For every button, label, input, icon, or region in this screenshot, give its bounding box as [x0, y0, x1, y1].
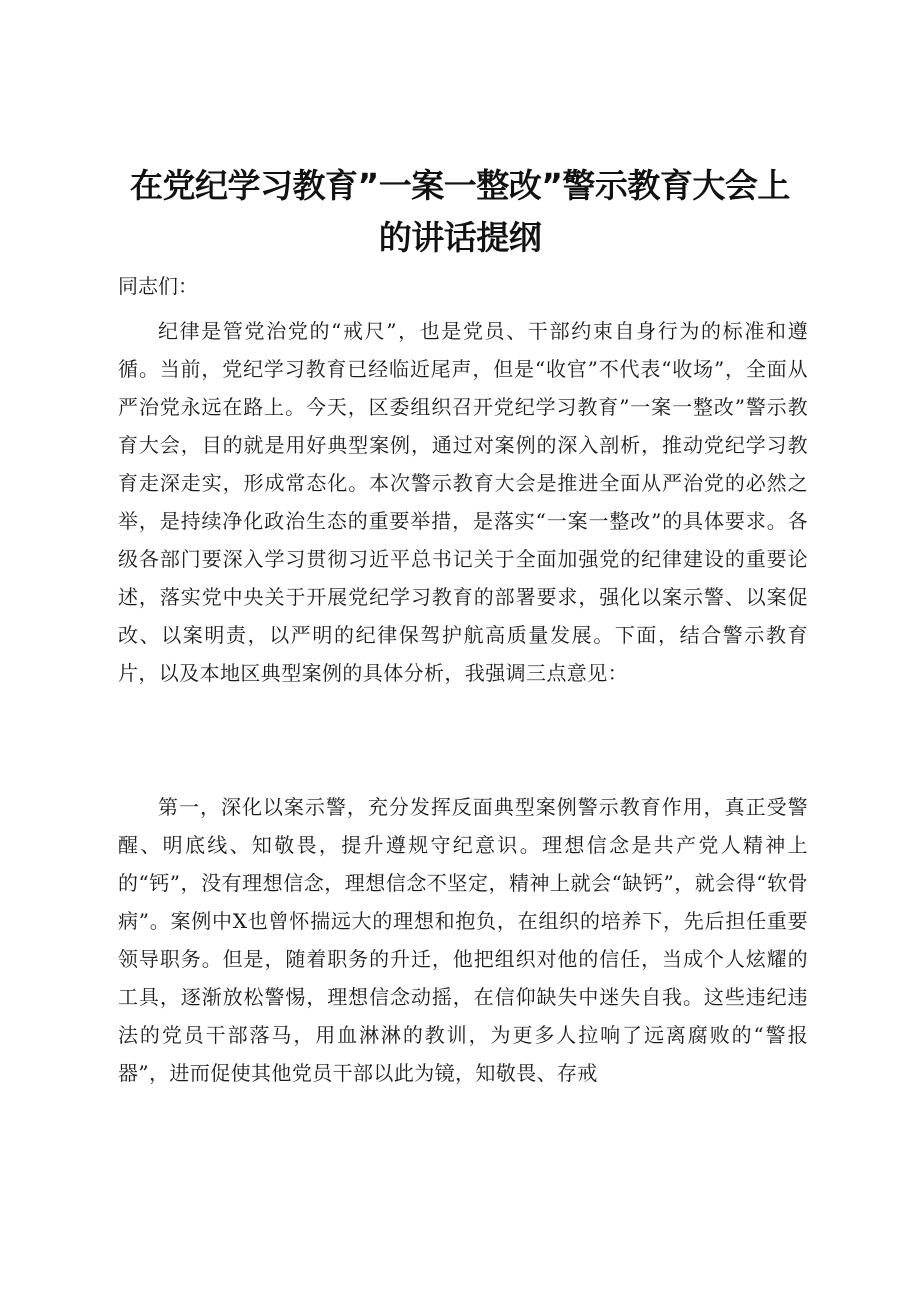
salutation: 同志们：: [118, 274, 198, 298]
paragraph-2: 第一，深化以案示警，充分发挥反面典型案例警示教育作用，真正受警醒、明底线、知敬畏，提升遵规守纪意识。理想信念是共产党人精神上的“钙”，没有理想信念，理想信念不坚定，精神上就会“缺钙”，就会得“软骨病”。案例中X也曾怀揣远大的理想和抱负，在组织的培养下，先后担任重要领导职务。但是，随着职务的升迁，他把组织对他的信任，当成个人炫耀的工具，逐渐放松警惕，理想信念动摇，在信仰缺失中迷失自我。这些违纪违法的党员干部落马，用血淋淋的教训，为更多人拉响了远离腐败的“警报器”，进而促使其他党员干部以此为镜，知敬畏、存戒: [118, 795, 808, 1085]
title-line-2: 的讲话提纲: [378, 218, 542, 257]
title-line-1: 在党纪学习教育”一案一整改”警示教育大会上: [130, 166, 790, 205]
document-title: [110, 160, 810, 264]
paragraph-1: 纪律是管党治党的“戒尺”，也是党员、干部约束自身行为的标准和遵循。当前，党纪学习教育已经临近尾声，但是“收官”不代表“收场”，全面从严治党永远在路上。今天，区委组织召开党纪学习教育”一案一整改”警示教育大会，目的就是用好典型案例，通过对案例的深入剖析，推动党纪学习教育走深走实，形成常态化。本次警示教育大会是推进全面从严治党的必然之举，是持续净化政治生态的重要举措，是落实“一案一整改”的具体要求。各级各部门要深入学习贯彻习近平总书记关于全面加强党的纪律建设的重要论述，落实党中央关于开展党纪学习教育的部署要求，强化以案示警、以案促改、以案明责，以严明的纪律保驾护航高质量发展。下面，结合警示教育片，以及本地区典型案例的具体分析，我强调三点意见：: [118, 319, 808, 685]
